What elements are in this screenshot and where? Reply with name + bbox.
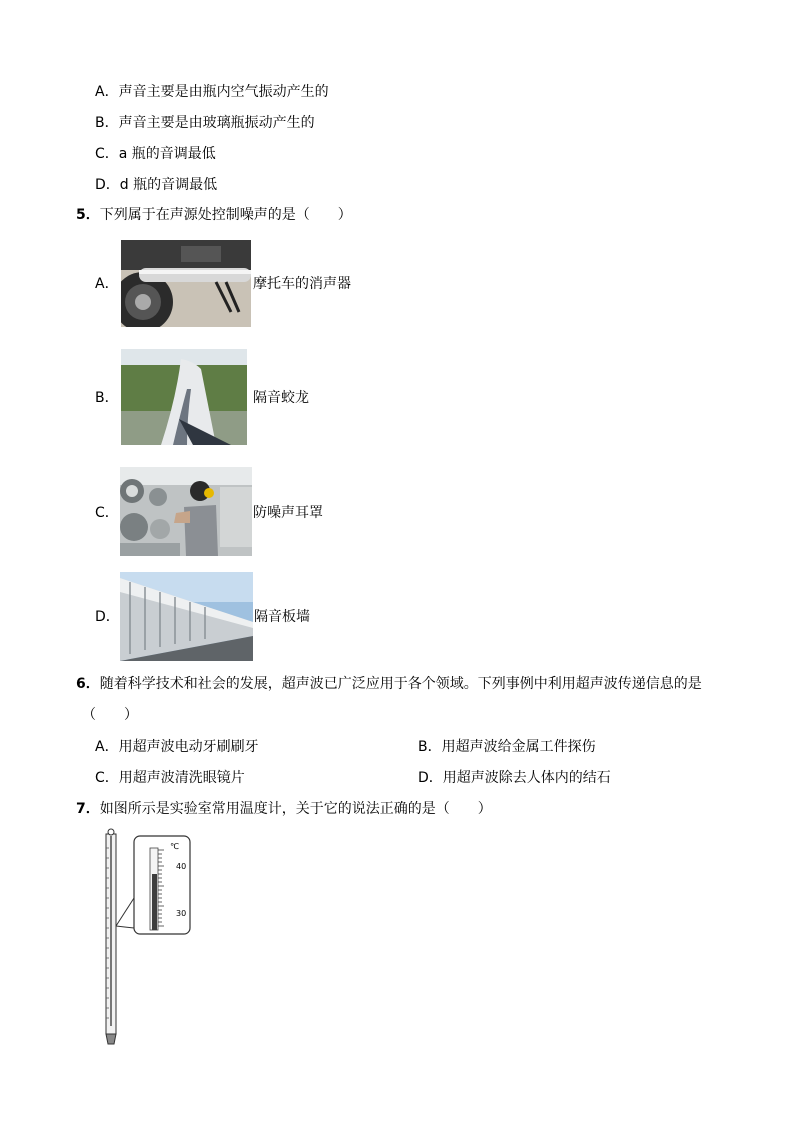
q7-number: 7．	[76, 801, 100, 817]
q5-stem	[76, 205, 352, 225]
q4-option-b: B．声音主要是由玻璃瓶振动产生的	[95, 115, 315, 131]
q5-option-b-caption: 隔音蛟龙	[253, 390, 309, 406]
motorcycle-muffler-image	[121, 240, 251, 327]
q6-stem-line1: 随着科学技术和社会的发展，超声波已广泛应用于各个领域。下列事例中利用超声波传递信息的是	[99, 676, 702, 692]
q6-stem-line2: （ ）	[82, 707, 138, 723]
q6-option-c: C．用超声波清洗眼镜片	[95, 770, 245, 786]
sound-barrier-wall-image	[120, 572, 253, 661]
q6-option-b: B．用超声波给金属工件探伤	[418, 739, 596, 755]
scale-unit: ℃	[170, 842, 179, 851]
q6-number: 6．	[76, 676, 100, 692]
scale-label-bottom: 30	[176, 909, 187, 918]
q5-option-a-letter: A．	[95, 276, 119, 292]
thermometer-figure	[100, 828, 195, 1048]
scale-label-top: 40	[176, 862, 187, 871]
noise-tunnel-image	[121, 349, 247, 445]
q5-option-c-caption: 防噪声耳罩	[253, 505, 323, 521]
q5-number: 5．	[76, 207, 100, 223]
q5-option-d-caption: 隔音板墙	[254, 609, 310, 625]
q5-option-a-caption: 摩托车的消声器	[253, 276, 351, 292]
q4-option-a: A．声音主要是由瓶内空气振动产生的	[95, 84, 329, 100]
q5-option-c-letter: C．	[95, 505, 119, 521]
q6-option-d: D．用超声波除去人体内的结石	[418, 770, 611, 786]
q4-option-d: D．d 瓶的音调最低	[95, 177, 218, 193]
q5-stem-text: 下列属于在声源处控制噪声的是（ ）	[99, 207, 352, 223]
q7-stem	[76, 799, 492, 819]
q6-stem	[76, 674, 702, 694]
ear-muffs-worker-image	[120, 467, 252, 556]
q6-option-a: A．用超声波电动牙刷刷牙	[95, 739, 259, 755]
q7-stem-text: 如图所示是实验室常用温度计，关于它的说法正确的是（ ）	[99, 801, 492, 817]
q5-option-d-letter: D．	[95, 609, 120, 625]
q5-option-b-letter: B．	[95, 390, 119, 406]
q4-option-c: C．a 瓶的音调最低	[95, 146, 216, 162]
